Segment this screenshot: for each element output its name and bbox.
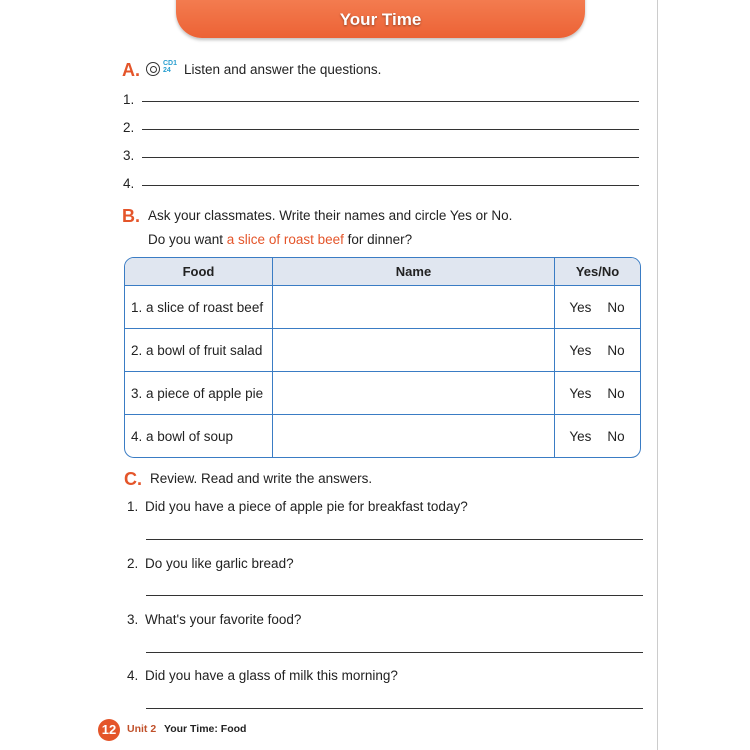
section-c-letter: C.	[124, 469, 142, 489]
survey-table	[124, 257, 641, 458]
question-text: What's your favorite food?	[145, 612, 302, 627]
section-b-instruction: Ask your classmates. Write their names and circle Yes or No.	[148, 208, 513, 223]
question-number: 3.	[127, 612, 139, 627]
food-cell: 2. a bowl of fruit salad	[125, 328, 272, 371]
answer-line[interactable]	[142, 157, 639, 158]
section-a-instruction: Listen and answer the questions.	[184, 62, 382, 77]
section-c-instruction: Review. Read and write the answers.	[150, 471, 373, 486]
cd-icon	[146, 62, 160, 76]
footer-title: Your Time: Food	[164, 723, 247, 735]
yes-no-cell	[554, 414, 640, 457]
header-food: Food	[125, 258, 272, 286]
food-cell: 1. a slice of roast beef	[131, 299, 264, 315]
cd-label: CD1	[163, 60, 178, 67]
page-number: 12	[98, 719, 120, 741]
question-highlight: a slice of roast beef	[226, 232, 344, 247]
section-b-question	[148, 232, 412, 247]
cd-track	[163, 60, 177, 74]
section-b-letter: B.	[122, 206, 140, 226]
answer-line[interactable]	[142, 129, 639, 130]
yes-option[interactable]: Yes	[569, 299, 592, 315]
food-cell: 3. a piece of apple pie	[125, 371, 272, 414]
yes-no-cell	[554, 286, 640, 328]
title-banner	[176, 0, 585, 38]
header-name: Name	[272, 258, 554, 286]
yes-option[interactable]: Yes	[569, 385, 592, 401]
table-row	[125, 371, 640, 414]
answer-number: 1.	[123, 92, 135, 107]
answer-line[interactable]	[142, 185, 639, 186]
no-option[interactable]: No	[607, 342, 625, 358]
no-option[interactable]: No	[607, 299, 625, 315]
section-a-letter: A.	[122, 60, 140, 80]
table-row	[125, 414, 640, 457]
question-number: 4.	[127, 668, 139, 683]
no-option[interactable]: No	[607, 385, 625, 401]
answer-line[interactable]	[146, 652, 643, 653]
question-number: 2.	[127, 556, 139, 571]
name-cell[interactable]	[272, 414, 554, 457]
header-yes-no: Yes/No	[554, 258, 640, 286]
yes-option[interactable]: Yes	[569, 342, 592, 358]
page-title: Your Time	[339, 10, 422, 29]
yes-no-cell	[554, 371, 640, 414]
answer-number: 3.	[123, 148, 135, 163]
question-text: Do you want	[148, 232, 227, 247]
answer-line[interactable]	[146, 708, 643, 709]
question-text: Did you have a glass of milk this morning?	[145, 668, 398, 683]
question-text: for dinner?	[343, 232, 413, 247]
question-text: Do you like garlic bread?	[145, 556, 294, 571]
name-cell[interactable]	[272, 286, 554, 328]
yes-option[interactable]: Yes	[569, 428, 592, 444]
unit-label: Unit 2	[127, 723, 157, 735]
track-number: 24	[163, 67, 171, 74]
table-row	[125, 328, 640, 371]
question-text: Did you have a piece of apple pie for breakfast today?	[145, 499, 468, 514]
yes-no-cell	[554, 328, 640, 371]
question-number: 1.	[127, 499, 139, 514]
name-cell[interactable]	[272, 328, 554, 371]
name-cell[interactable]	[272, 371, 554, 414]
answer-number: 2.	[123, 120, 135, 135]
answer-line[interactable]	[146, 595, 643, 596]
no-option[interactable]: No	[607, 428, 625, 444]
answer-line[interactable]	[146, 539, 643, 540]
answer-line[interactable]	[142, 101, 639, 102]
page-edge	[657, 0, 658, 750]
table-row	[125, 286, 640, 328]
answer-number: 4.	[123, 176, 135, 191]
food-cell: 4. a bowl of soup	[125, 414, 272, 457]
